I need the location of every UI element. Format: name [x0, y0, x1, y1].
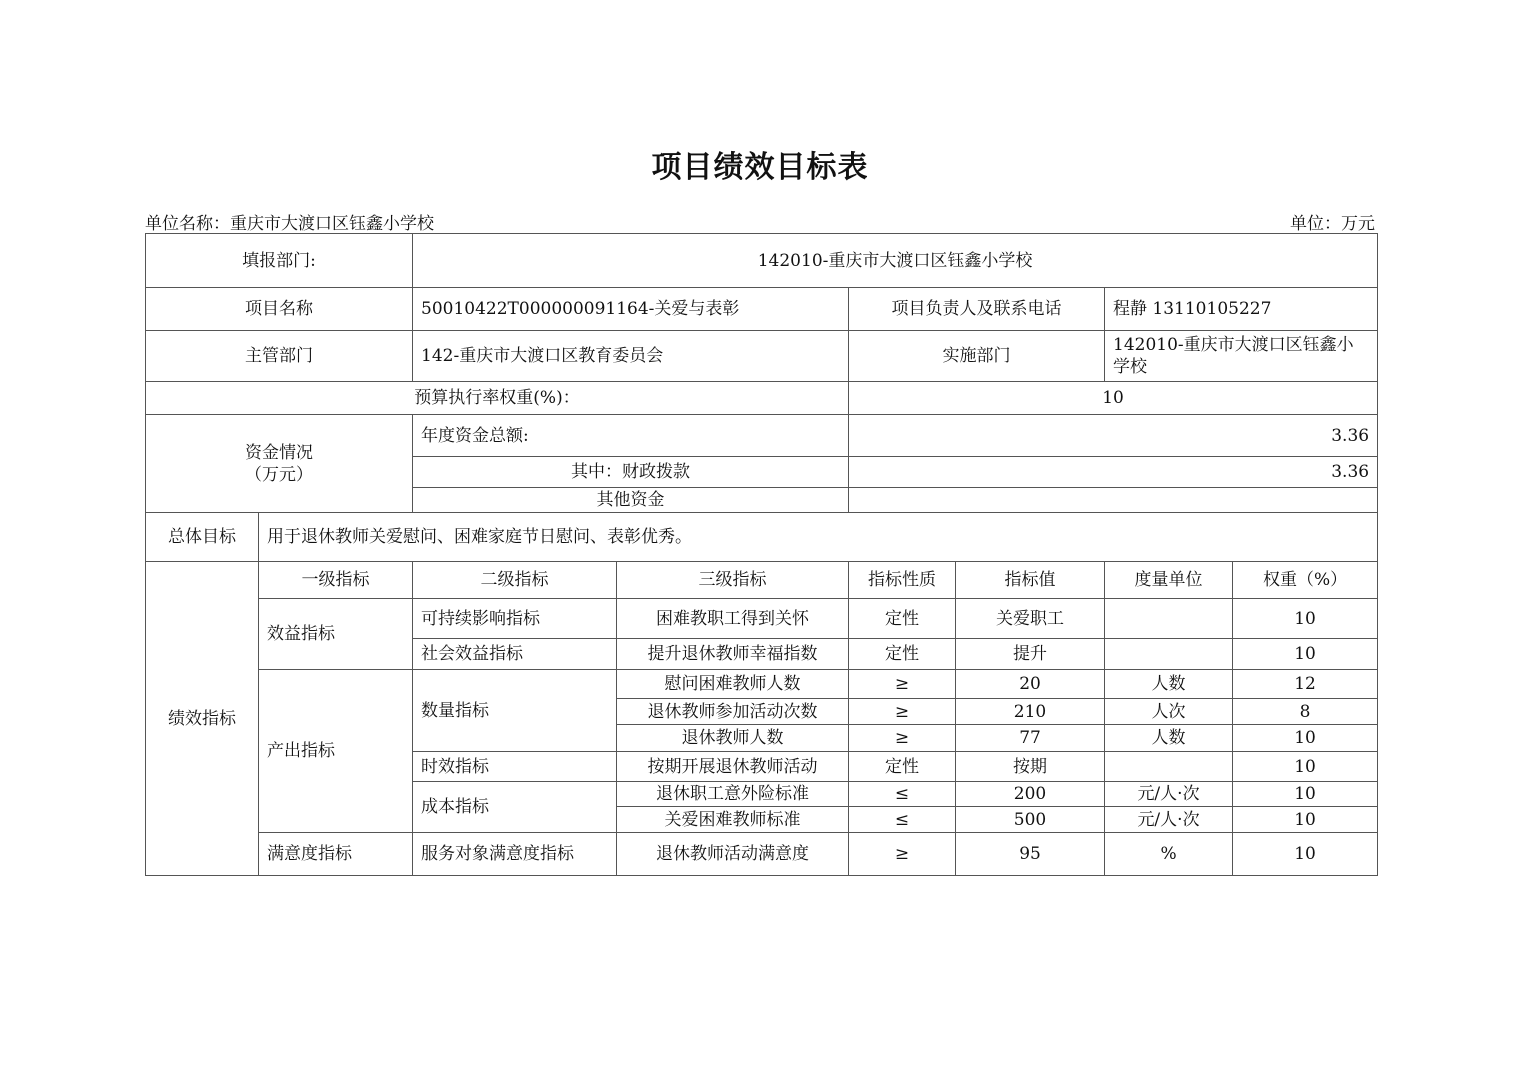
table-row — [146, 599, 1378, 639]
row-value: 按期 — [956, 752, 1105, 782]
dept-label: 填报部门: — [146, 234, 413, 288]
row-value: 提升 — [956, 639, 1105, 670]
table-row — [146, 670, 1378, 699]
dept-value: 142010-重庆市大渡口区钰鑫小学校 — [413, 234, 1378, 288]
funds-label-line2: （万元） — [245, 464, 313, 485]
row-value: 95 — [956, 833, 1105, 876]
row-level2: 社会效益指标 — [413, 639, 617, 670]
row-level3: 退休教师人数 — [617, 725, 849, 752]
goal-value: 用于退休教师关爱慰问、困难家庭节日慰问、表彰优秀。 — [259, 513, 1378, 562]
header-weight: 权重（%） — [1233, 562, 1378, 599]
supervisor-value: 142-重庆市大渡口区教育委员会 — [413, 331, 849, 382]
funds-label — [146, 415, 413, 513]
fiscal-value: 3.36 — [849, 457, 1378, 488]
budget-weight-value: 10 — [849, 382, 1378, 415]
fiscal-label: 其中：财政拨款 — [413, 457, 849, 488]
unit-name: 单位名称：重庆市大渡口区钰鑫小学校 — [145, 214, 434, 234]
row-level2: 时效指标 — [413, 752, 617, 782]
row-unit — [1105, 639, 1233, 670]
row-level2: 成本指标 — [413, 782, 617, 833]
row-unit: 人数 — [1105, 670, 1233, 699]
supervisor-label: 主管部门 — [146, 331, 413, 382]
performance-table — [145, 233, 1378, 876]
project-name-label: 项目名称 — [146, 288, 413, 331]
row-nature: ≤ — [849, 807, 956, 833]
header-nature: 指标性质 — [849, 562, 956, 599]
row-nature: ≥ — [849, 833, 956, 876]
impl-value: 142010-重庆市大渡口区钰鑫小学校 — [1105, 331, 1378, 382]
header-unit: 度量单位 — [1105, 562, 1233, 599]
other-funds-label: 其他资金 — [413, 488, 849, 513]
benefit-label: 效益指标 — [259, 599, 413, 670]
row-level3: 按期开展退休教师活动 — [617, 752, 849, 782]
row-value: 500 — [956, 807, 1105, 833]
header-level3: 三级指标 — [617, 562, 849, 599]
row-value: 20 — [956, 670, 1105, 699]
row-level3: 退休教师参加活动次数 — [617, 699, 849, 725]
row-level2: 可持续影响指标 — [413, 599, 617, 639]
row-nature: ≥ — [849, 670, 956, 699]
row-weight: 10 — [1233, 782, 1378, 807]
page-title: 项目绩效目标表 — [651, 150, 869, 185]
row-unit: 人次 — [1105, 699, 1233, 725]
funds-label-line1: 资金情况 — [245, 442, 313, 463]
output-label: 产出指标 — [259, 670, 413, 833]
row-weight: 12 — [1233, 670, 1378, 699]
row-level3: 慰问困难教师人数 — [617, 670, 849, 699]
row-level2: 数量指标 — [413, 670, 617, 752]
other-funds-value — [849, 488, 1378, 513]
row-level2: 服务对象满意度指标 — [413, 833, 617, 876]
row-weight: 10 — [1233, 725, 1378, 752]
row-weight: 10 — [1233, 833, 1378, 876]
budget-weight-label: 预算执行率权重(%)： — [146, 382, 849, 415]
satisfaction-label: 满意度指标 — [259, 833, 413, 876]
leader-value: 程静 13110105227 — [1105, 288, 1378, 331]
row-nature: 定性 — [849, 752, 956, 782]
header-value: 指标值 — [956, 562, 1105, 599]
annual-total-value: 3.36 — [849, 415, 1378, 457]
row-level3: 退休职工意外险标准 — [617, 782, 849, 807]
leader-label: 项目负责人及联系电话 — [849, 288, 1105, 331]
row-nature: 定性 — [849, 599, 956, 639]
row-level3: 退休教师活动满意度 — [617, 833, 849, 876]
row-value: 210 — [956, 699, 1105, 725]
row-weight: 8 — [1233, 699, 1378, 725]
row-unit — [1105, 752, 1233, 782]
row-level3: 困难教职工得到关怀 — [617, 599, 849, 639]
row-level3: 关爱困难教师标准 — [617, 807, 849, 833]
row-unit: 人数 — [1105, 725, 1233, 752]
row-weight: 10 — [1233, 752, 1378, 782]
row-nature: ≥ — [849, 699, 956, 725]
currency-unit: 单位：万元 — [1290, 214, 1375, 234]
annual-total-label: 年度资金总额: — [413, 415, 849, 457]
indicators-section-label: 绩效指标 — [146, 562, 259, 876]
row-nature: ≥ — [849, 725, 956, 752]
row-unit: 元/人·次 — [1105, 782, 1233, 807]
table-row — [146, 833, 1378, 876]
header-level1: 一级指标 — [259, 562, 413, 599]
row-unit: % — [1105, 833, 1233, 876]
row-nature: 定性 — [849, 639, 956, 670]
impl-label: 实施部门 — [849, 331, 1105, 382]
row-weight: 10 — [1233, 807, 1378, 833]
project-name-value: 50010422T000000091164-关爱与表彰 — [413, 288, 849, 331]
header-level2: 二级指标 — [413, 562, 617, 599]
row-weight: 10 — [1233, 639, 1378, 670]
row-level3: 提升退休教师幸福指数 — [617, 639, 849, 670]
goal-label: 总体目标 — [146, 513, 259, 562]
row-nature: ≤ — [849, 782, 956, 807]
row-unit: 元/人·次 — [1105, 807, 1233, 833]
row-value: 关爱职工 — [956, 599, 1105, 639]
row-unit — [1105, 599, 1233, 639]
row-value: 200 — [956, 782, 1105, 807]
row-weight: 10 — [1233, 599, 1378, 639]
row-value: 77 — [956, 725, 1105, 752]
